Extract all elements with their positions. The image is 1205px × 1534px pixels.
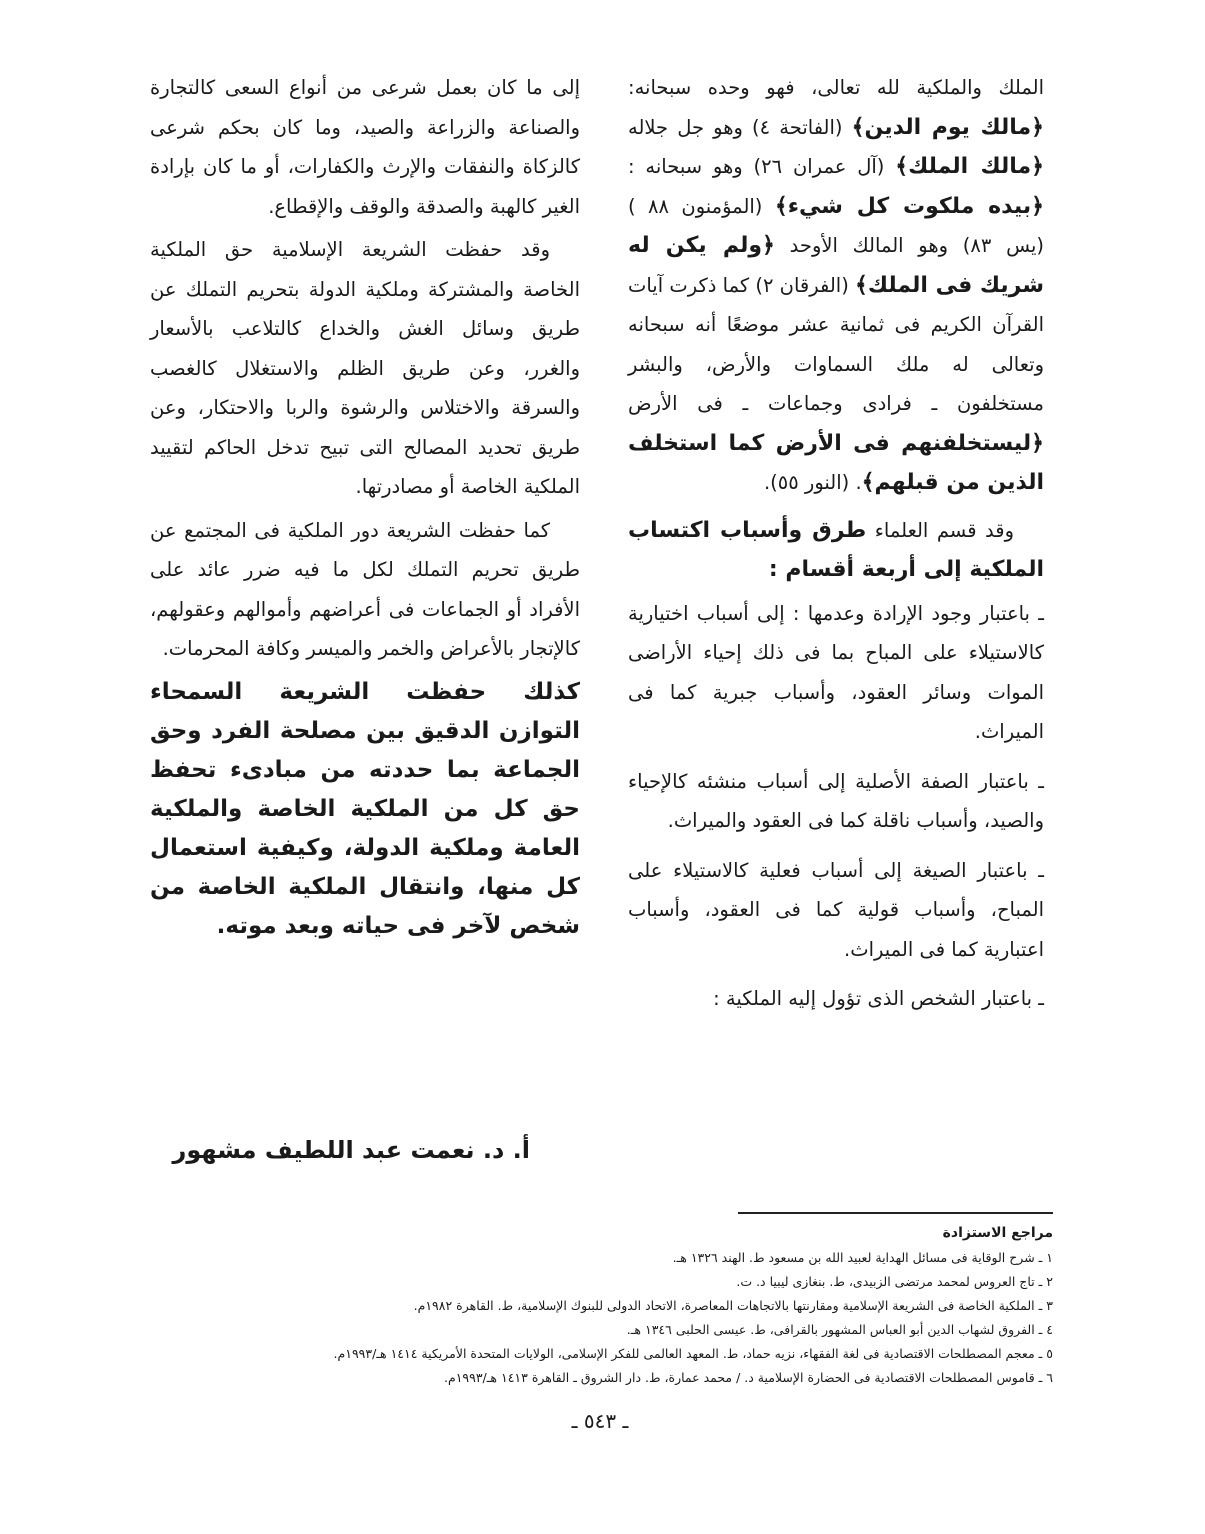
paragraph: وقد حفظت الشريعة الإسلامية حق الملكية الخاصة والمشتركة وملكية الدولة بتحريم التملك عن طريق وسائل الغش والخداع كالتلاعب بالأسعار والغرر، وعن طريق الظلم والاستغلال كالغصب والسرقة والاختلاس والرشوة والربا والاحتكار، وعن طريق تحديد المصالح التى تبيح تدخل الحاكم لتقييد الملكية الخاصة أو مصادرتها. (150, 238, 580, 498)
reference-item: ٢ ـ تاج العروس لمحمد مرتضى الزبيدى، ط. بنغازى ليبيا د. ت. (736, 1274, 1053, 1289)
text-run: (الفاتحة ٤) وهو جل جلاله (628, 115, 852, 139)
reference-item: ٥ ـ معجم المصطلحات الاقتصادية فى لغة الفقهاء، نزيه حماد، ط. المعهد العالمى للفكر الإسلامى، الولايات المتحدة الأمريكية ١٤١٤ هـ/١٩٩٣م. (333, 1346, 1053, 1361)
left-column (150, 68, 580, 946)
text-run: (المؤمنون ٨٨ ) (يس ٨٣) وهو المالك الأوحد (628, 194, 1044, 257)
quran-verse: ﴿مالك الملك﴾ (895, 154, 1044, 179)
quran-verse: ﴿بيده ملكوت كل شيء﴾ (774, 193, 1045, 219)
acquisition-intro-paragraph (628, 511, 1044, 590)
references-divider (738, 1212, 1053, 1214)
right-column (628, 68, 1044, 1029)
reference-item: ٤ ـ الفروق لشهاب الدين أبو العباس المشهور بالقرافى، ط. عيسى الحلبى ١٣٤٦ هـ. (626, 1322, 1053, 1337)
text-run: . (النور ٥٥). (763, 471, 862, 494)
reference-item: ٦ ـ قاموس المصطلحات الاقتصادية فى الحضارة الإسلامية د. / محمد عمارة، ط. دار الشروق ـ القاهرة ١٤١٣ هـ/١٩٩٣م. (443, 1370, 1053, 1385)
section-heading-inline: طرق وأسباب اكتساب الملكية إلى أربعة أقسام : (628, 517, 1044, 582)
page-number: ـ ٥٤٣ ـ (571, 1409, 629, 1433)
quran-verse: ﴿ولم يكن له شريك فى الملك﴾ (628, 233, 1044, 298)
references-title: مراجع الاستزادة (942, 1225, 1053, 1241)
text-run: وقد قسم العلماء (866, 518, 1014, 542)
list-item: ـ باعتبار وجود الإرادة وعدمها : إلى أسباب اختيارية كالاستيلاء على المباح بما فى ذلك إحياء الأراضى الموات وسائر العقود، وأسباب جبرية كما فى الميراث. (628, 601, 1044, 743)
text-run: (الفرقان ٢) كما ذكرت آيات القرآن الكريم فى ثمانية عشر موضعًا أنه سبحانه وتعالى له ملك السماوات والأرض، والبشر مستخلفون ـ فرادى وجماعات ـ فى الأرض (628, 273, 1044, 415)
quran-verse: ﴿ليستخلفنهم فى الأرض كما استخلف الذين من قبلهم﴾ (628, 430, 1044, 495)
text-run: (آل عمران ٢٦) وهو سبحانه : (628, 155, 896, 178)
ownership-paragraph (628, 68, 1044, 503)
paragraph: إلى ما كان بعمل شرعى من أنواع السعى كالتجارة والصناعة والزراعة والصيد، وما كان بحكم شرعى كالزكاة والنفقات والإرث والكفارات، أو ما كان بإرادة الغير كالهبة والصدقة والوقف والإقطاع. (150, 76, 580, 218)
references-section (180, 1220, 1053, 1390)
reference-item: ٣ ـ الملكية الخاصة فى الشريعة الإسلامية ومقارنتها بالاتجاهات المعاصرة، الاتحاد الدولى للبنوك الإسلامية، ط. القاهرة ١٩٨٢م. (413, 1298, 1053, 1313)
text-run: الملك والملكية لله تعالى، فهو وحده سبحانه: (628, 76, 1044, 99)
list-item: ـ باعتبار الصيغة إلى أسباب فعلية كالاستيلاء على المباح، وأسباب قولية كما فى العقود، وأسباب اعتبارية كما فى الميراث. (628, 858, 1044, 961)
bold-conclusion-paragraph: كذلك حفظت الشريعة السمحاء التوازن الدقيق بين مصلحة الفرد وحق الجماعة بما حددته من مبادىء تحفظ حق كل من الملكية الخاصة والملكية العامة وملكية الدولة، وكيفية استعمال كل منها، وانتقال الملكية الخاصة من شخص لآخر فى حياته وبعد موته. (150, 678, 580, 939)
paragraph: كما حفظت الشريعة دور الملكية فى المجتمع عن طريق تحريم التملك لكل ما فيه ضرر عائد على الأفراد أو الجماعات فى أعراضهم وأموالهم وعقولهم، كالإتجار بالأعراض والخمر والميسر وكافة المحرمات. (150, 518, 580, 660)
list-item: ـ باعتبار الصفة الأصلية إلى أسباب منشئه كالإحياء والصيد، وأسباب ناقلة كما فى العقود والميراث. (628, 769, 1044, 832)
quran-verse: ﴿مالك يوم الدين﴾ (851, 114, 1044, 140)
reference-item: ١ ـ شرح الوقاية فى مسائل الهداية لعبيد الله بن مسعود ط. الهند ١٣٢٦ هـ. (672, 1250, 1053, 1265)
list-item: ـ باعتبار الشخص الذى تؤول إليه الملكية : (713, 987, 1044, 1010)
author-signature: أ. د. نعمت عبد اللطيف مشهور (172, 1136, 530, 1164)
